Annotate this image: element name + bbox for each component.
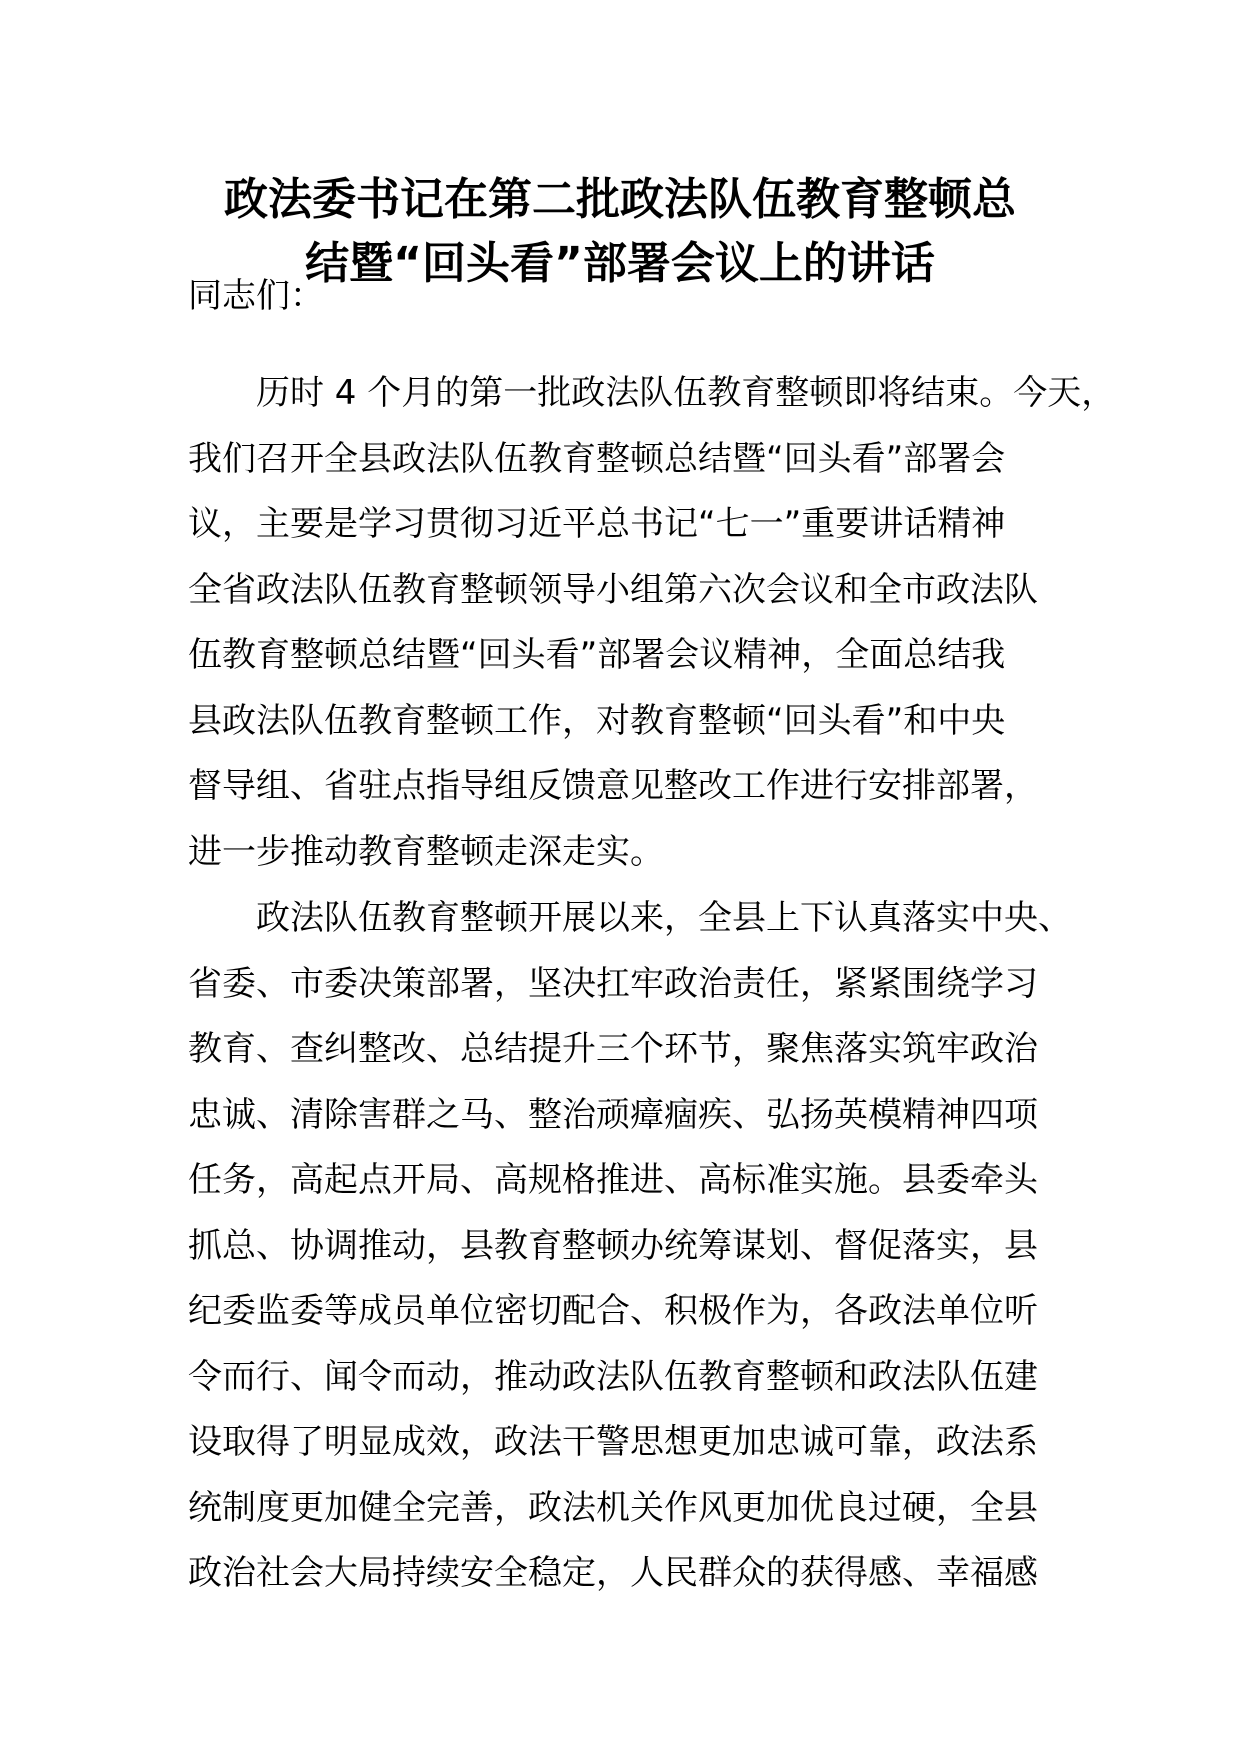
paragraph-line: 纪委监委等成员单位密切配合、积极作为，各政法单位听 — [188, 1291, 1038, 1331]
paragraph-line: 抓总、协调推动，县教育整顿办统筹谋划、督促落实，县 — [188, 1225, 1038, 1266]
paragraph-line: 教育、查纠整改、总结提升三个环节，聚焦落实筑牢政治 — [188, 1029, 1038, 1069]
paragraph-line: 督导组、省驻点指导组反馈意见整改工作进行安排部署， — [188, 766, 1038, 806]
paragraph-line: 政法队伍教育整顿开展以来，全县上下认真落实中央、 — [256, 898, 1072, 938]
paragraph-line: 议，主要是学习贯彻习近平总书记“七一”重要讲话精神 — [188, 504, 1006, 544]
salutation: 同志们： — [188, 276, 324, 316]
paragraph-1 — [188, 361, 1116, 885]
paragraph-line: 县政法队伍教育整顿工作，对教育整顿“回头看”和中央 — [188, 700, 1006, 741]
paragraph-line: 我们召开全县政法队伍教育整顿总结暨“回头看”部署会 — [188, 438, 1006, 479]
paragraph-line: 设取得了明显成效，政法干警思想更加忠诚可靠，政法系 — [188, 1422, 1038, 1462]
paragraph-line: 忠诚、清除害群之马、整治顽瘴痼疾、弘扬英模精神四项 — [188, 1094, 1038, 1135]
paragraph-line: 政治社会大局持续安全稳定，人民群众的获得感、幸福感 — [188, 1553, 1038, 1593]
paragraph-line: 伍教育整顿总结暨“回头看”部署会议精神，全面总结我 — [188, 635, 1006, 675]
paragraph-2 — [188, 886, 1072, 1607]
paragraph-line: 任务，高起点开局、高规格推进、高标准实施。县委牵头 — [188, 1160, 1038, 1200]
paragraph-line: 进一步推动教育整顿走深走实。 — [188, 831, 664, 872]
title-line: 政法委书记在第二批政法队伍教育整顿总 — [224, 174, 1016, 225]
title-line: 结暨“回头看”部署会议上的讲话 — [305, 238, 935, 289]
paragraph-line: 统制度更加健全完善，政法机关作风更加优良过硬，全县 — [188, 1487, 1038, 1528]
paragraph-line: 省委、市委决策部署，坚决扛牢政治责任，紧紧围绕学习 — [188, 963, 1038, 1004]
paragraph-line: 全省政法队伍教育整顿领导小组第六次会议和全市政法队 — [188, 569, 1038, 610]
paragraph-line: 令而行、闻令而动，推动政法队伍教育整顿和政法队伍建 — [188, 1356, 1038, 1397]
paragraph-line: 历时 4 个月的第一批政法队伍教育整顿即将结束。今天， — [256, 373, 1116, 413]
